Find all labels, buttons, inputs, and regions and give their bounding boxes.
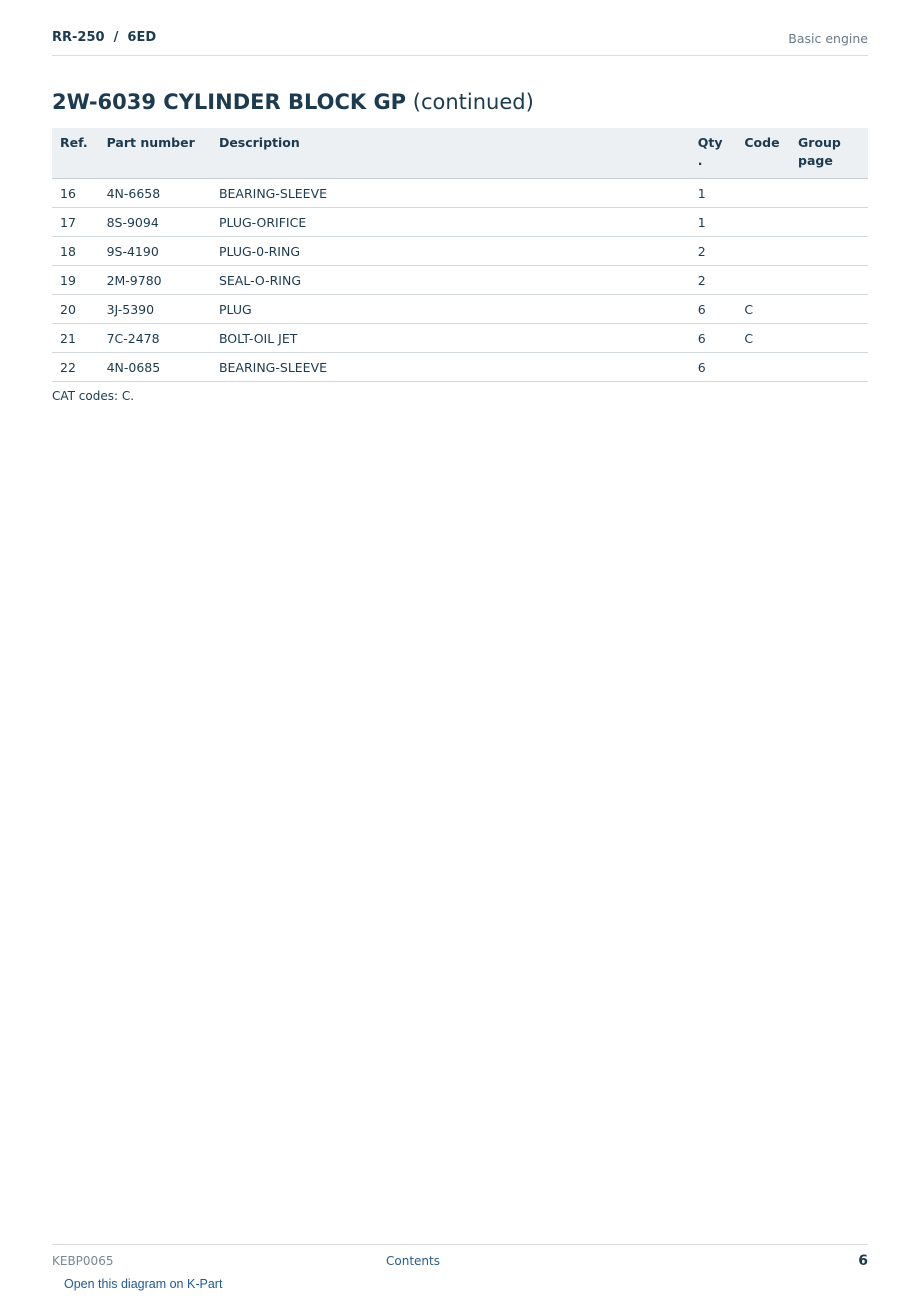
column-header-ref: Ref. [52, 128, 99, 179]
cell-part-number: 8S-9094 [99, 208, 211, 237]
cell-code [736, 353, 790, 382]
parts-table [52, 128, 868, 382]
table-row [52, 237, 868, 266]
model-label: RR-250 / 6ED [52, 30, 157, 45]
cell-qty: 2 [690, 266, 737, 295]
open-diagram-link[interactable]: Open this diagram on K-Part [64, 1277, 223, 1291]
cell-description: PLUG [211, 295, 690, 324]
column-header-group-line1: Group [798, 135, 841, 150]
cell-qty: 6 [690, 353, 737, 382]
cell-ref: 22 [52, 353, 99, 382]
cell-description: BEARING-SLEEVE [211, 179, 690, 208]
cell-part-number: 7C-2478 [99, 324, 211, 353]
cell-group-page [790, 353, 868, 382]
cell-code [736, 237, 790, 266]
cell-qty: 1 [690, 179, 737, 208]
document-id: KEBP0065 [52, 1254, 114, 1268]
column-header-group-page [790, 128, 868, 179]
page-title [52, 90, 534, 114]
cell-ref: 16 [52, 179, 99, 208]
cell-group-page [790, 295, 868, 324]
page-footer [52, 1244, 868, 1291]
title-suffix: (continued) [412, 90, 534, 114]
cell-part-number: 3J-5390 [99, 295, 211, 324]
table-row [52, 208, 868, 237]
cell-ref: 17 [52, 208, 99, 237]
cell-group-page [790, 208, 868, 237]
cell-ref: 18 [52, 237, 99, 266]
table-row [52, 295, 868, 324]
cell-code [736, 208, 790, 237]
table-row [52, 324, 868, 353]
cell-qty: 6 [690, 324, 737, 353]
cell-part-number: 4N-0685 [99, 353, 211, 382]
cell-ref: 21 [52, 324, 99, 353]
cell-description: PLUG-ORIFICE [211, 208, 690, 237]
cell-group-page [790, 324, 868, 353]
cell-part-number: 9S-4190 [99, 237, 211, 266]
cell-qty: 6 [690, 295, 737, 324]
column-header-qty-line1: Qty [697, 135, 723, 150]
page-header [52, 22, 868, 56]
cell-description: BOLT-OIL JET [211, 324, 690, 353]
cell-qty: 2 [690, 237, 737, 266]
cell-ref: 19 [52, 266, 99, 295]
cell-ref: 20 [52, 295, 99, 324]
cat-codes-note: CAT codes: C. [52, 389, 135, 403]
column-header-qty [690, 128, 737, 179]
cell-code: C [736, 295, 790, 324]
cell-part-number: 2M-9780 [99, 266, 211, 295]
cell-code [736, 266, 790, 295]
cell-description: PLUG-0-RING [211, 237, 690, 266]
cell-part-number: 4N-6658 [99, 179, 211, 208]
cell-qty: 1 [690, 208, 737, 237]
column-header-description: Description [211, 128, 690, 179]
table-row [52, 266, 868, 295]
cell-code [736, 179, 790, 208]
column-header-group-line2: page [798, 153, 833, 168]
cell-description: SEAL-O-RING [211, 266, 690, 295]
table-row [52, 353, 868, 382]
title-main: 2W-6039 CYLINDER BLOCK GP [52, 90, 407, 114]
contents-link[interactable]: Contents [386, 1254, 440, 1268]
column-header-code: Code [736, 128, 790, 179]
section-label: Basic engine [788, 31, 868, 46]
column-header-part-number: Part number [99, 128, 211, 179]
cell-code: C [736, 324, 790, 353]
table-header-row [52, 128, 868, 179]
cell-group-page [790, 237, 868, 266]
cell-group-page [790, 266, 868, 295]
column-header-qty-line2: . [697, 153, 703, 168]
cell-description: BEARING-SLEEVE [211, 353, 690, 382]
page-number: 6 [858, 1253, 868, 1269]
table-row [52, 179, 868, 208]
cell-group-page [790, 179, 868, 208]
